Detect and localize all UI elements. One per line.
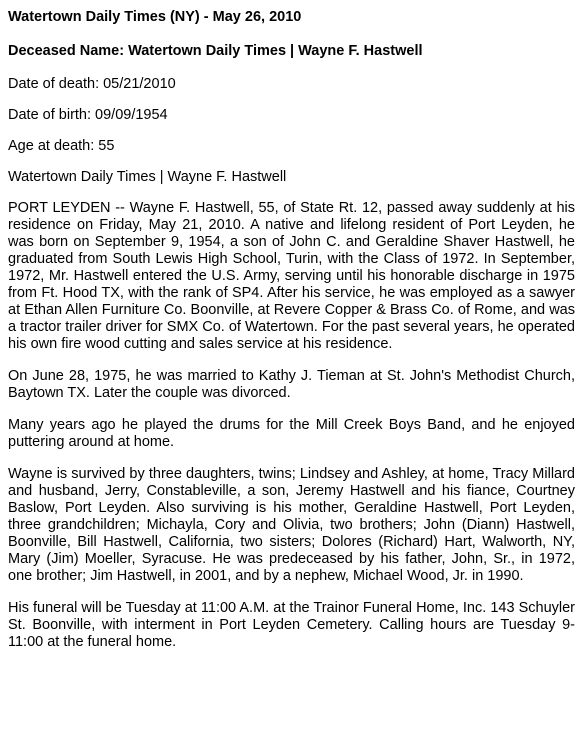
obituary-paragraph-funeral: His funeral will be Tuesday at 11:00 A.M. at the Trainor Funeral Home, Inc. 143 Schuyler St. Boonville, with interment in Port Leyden Cemetery. Calling hours are Tuesday 9-11:00 at the funeral home. [8,600,575,650]
obituary-paragraph-biography: PORT LEYDEN -- Wayne F. Hastwell, 55, of State Rt. 12, passed away suddenly at his residence on Friday, May 21, 2010. A native and lifelong resident of Port Leyden, he was born on September 9, 1954, a son of John C. and Geraldine Shaver Hastwell, he graduated from South Lewis High School, Turin, with the Class of 1972. In September, 1972, Mr. Hastwell entered the U.S. Army, serving until his honorable discharge in 1975 from Ft. Hood TX, with the rank of SP4. After his service, he was employed as a sawyer at Ethan Allen Furniture Co. Boonville, at Revere Copper & Brass Co. of Rome, and was a tractor trailer driver for SMX Co. of Watertown. For the past several years, he operated his own fire wood cutting and sales service at his residence. [8,200,575,352]
obituary-paragraph-marriage: On June 28, 1975, he was married to Kathy J. Tieman at St. John's Methodist Church, Baytown TX. Later the couple was divorced. [8,368,575,401]
obituary-paragraph-hobbies: Many years ago he played the drums for the Mill Creek Boys Band, and he enjoyed puttering around at home. [8,417,575,450]
age-at-death: Age at death: 55 [8,138,115,154]
obituary-paragraph-survivors: Wayne is survived by three daughters, twins; Lindsey and Ashley, at home, Tracy Millard and husband, Jerry, Constableville, a son, Jeremy Hastwell and his fiance, Courtney Baslow, Port Leyden. Also surviving is his mother, Geraldine Hastwell, Port Leyden, three grandchildren; Michayla, Cory and Olivia, two brothers; John (Diann) Hastwell, Boonville, Bill Hastwell, California, two sisters; Dolores (Richard) Hart, Walworth, NY, Mary (Jim) Moeller, Syracuse. He was predeceased by his father, John, Sr., in 1972, one brother; Jim Hastwell, in 2001, and by a nephew, Michael Wood, Jr. in 1990. [8,466,575,584]
date-of-death: Date of death: 05/21/2010 [8,76,176,92]
deceased-name-heading: Deceased Name: Watertown Daily Times | Wayne F. Hastwell [8,43,423,59]
page-title: Watertown Daily Times (NY) - May 26, 2010 [8,9,302,25]
date-of-birth: Date of birth: 09/09/1954 [8,107,168,123]
obituary-subtitle: Watertown Daily Times | Wayne F. Hastwell [8,169,287,185]
